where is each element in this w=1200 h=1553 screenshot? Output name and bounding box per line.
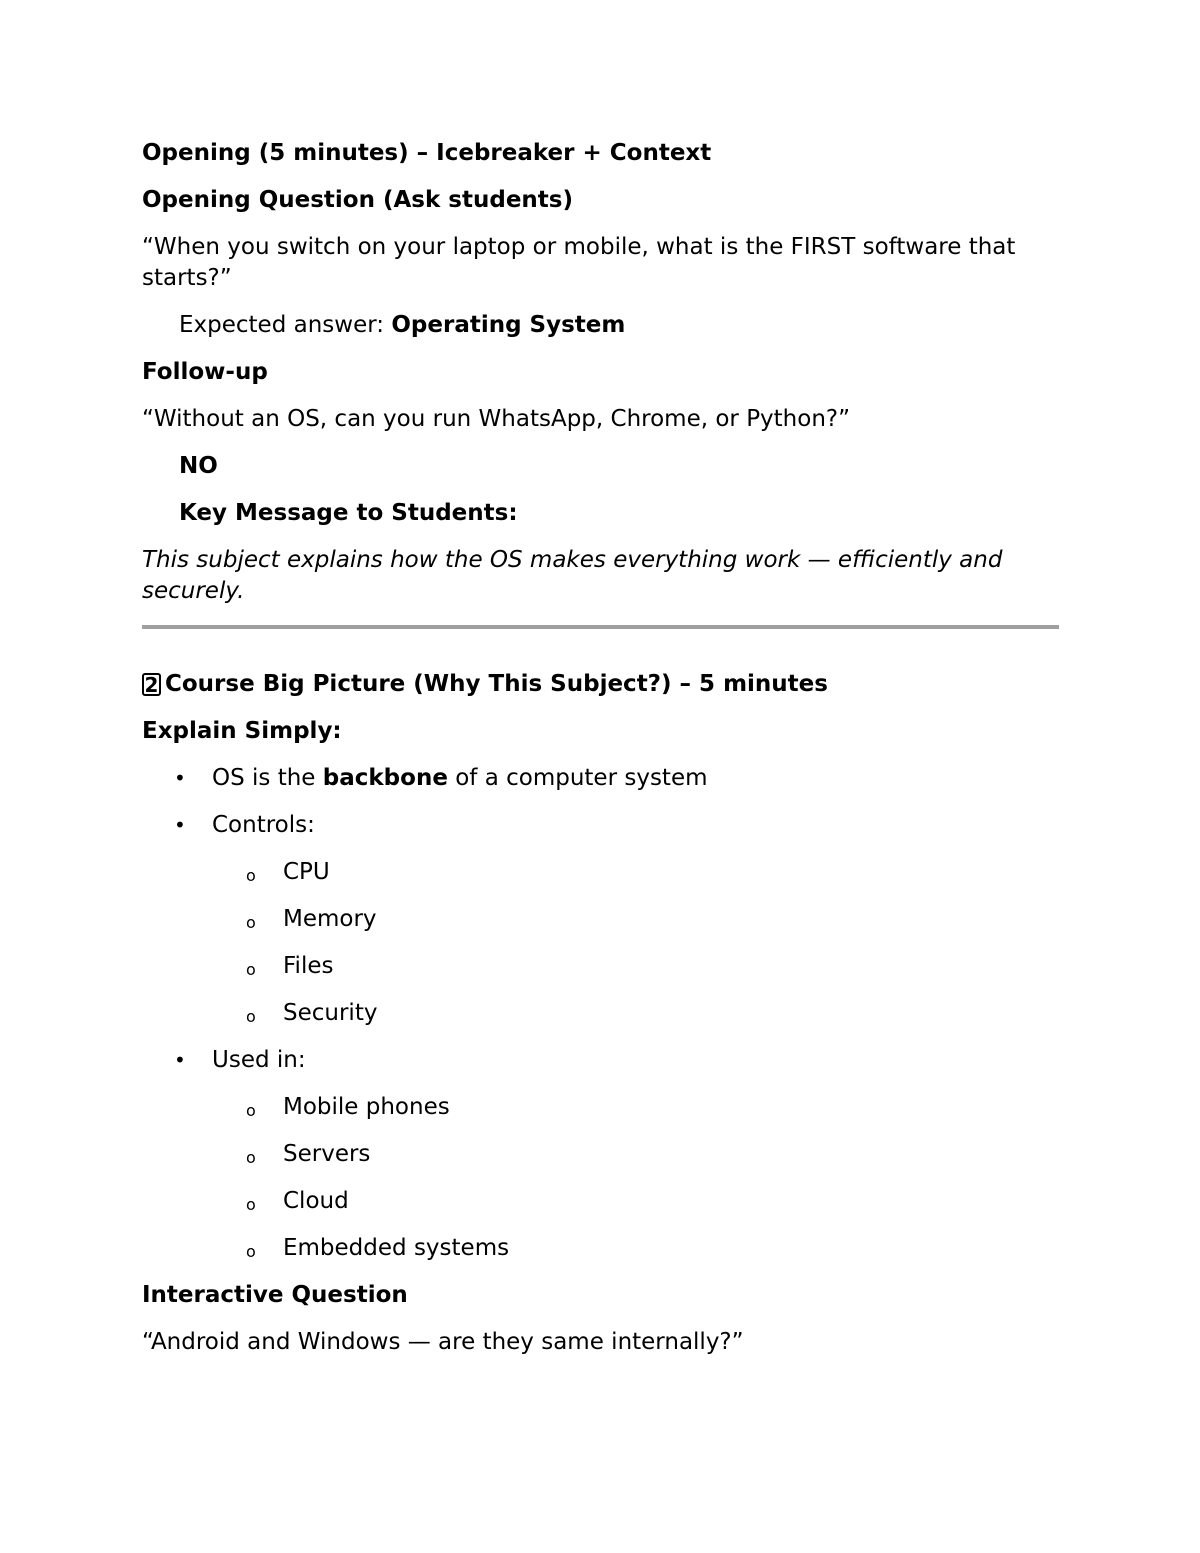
- section2-heading-line: [142, 669, 1059, 700]
- circle-bullet-icon: o: [246, 1101, 256, 1120]
- explain-heading: Explain Simply:: [142, 718, 342, 744]
- list-item: [142, 1092, 1059, 1123]
- bullet1-prefix: OS is the: [212, 765, 323, 791]
- bullet-icon: •: [174, 813, 186, 837]
- list-item: [142, 998, 1059, 1029]
- interactive-question: “Android and Windows — are they same internally?”: [142, 1329, 744, 1355]
- circle-bullet-icon: o: [246, 913, 256, 932]
- used-in-item-servers: Servers: [283, 1141, 371, 1167]
- circle-bullet-icon: o: [246, 866, 256, 885]
- bullet1-bold: backbone: [322, 765, 448, 791]
- key-message-heading: Key Message to Students:: [179, 500, 518, 526]
- list-item-controls: [142, 810, 1059, 1029]
- opening-question-heading: Opening Question (Ask students): [142, 187, 573, 213]
- bullet-icon: •: [174, 766, 186, 790]
- circle-bullet-icon: o: [246, 1007, 256, 1026]
- controls-item-cpu: CPU: [283, 859, 330, 885]
- circle-bullet-icon: o: [246, 1242, 256, 1261]
- followup-answer: NO: [179, 453, 218, 479]
- key-message: This subject explains how the OS makes everything work — efficiently and securely.: [142, 547, 1003, 604]
- list-item: [142, 1139, 1059, 1170]
- used-in-label: Used in:: [212, 1047, 306, 1073]
- controls-item-memory: Memory: [283, 906, 377, 932]
- opening-question: “When you switch on your laptop or mobile, what is the FIRST software that starts?”: [142, 234, 1016, 291]
- list-item: [142, 857, 1059, 888]
- expected-answer: Operating System: [391, 312, 626, 338]
- expected-answer-prefix: Expected answer:: [179, 312, 392, 338]
- controls-sublist: [212, 857, 1059, 1029]
- number-badge-icon: 2: [142, 673, 161, 696]
- list-item-used-in: [142, 1045, 1059, 1264]
- document-page: [142, 138, 1059, 1374]
- bullet-icon: •: [174, 1048, 186, 1072]
- bullet1-suffix: of a computer system: [447, 765, 708, 791]
- list-item: [142, 1186, 1059, 1217]
- list-item: [142, 904, 1059, 935]
- controls-label: Controls:: [212, 812, 315, 838]
- followup-heading: Follow-up: [142, 359, 268, 385]
- horizontal-divider: [142, 625, 1059, 629]
- opening-heading: Opening (5 minutes) – Icebreaker + Context: [142, 140, 712, 166]
- followup-question: “Without an OS, can you run WhatsApp, Chrome, or Python?”: [142, 406, 851, 432]
- interactive-heading: Interactive Question: [142, 1282, 408, 1308]
- list-item: [142, 1233, 1059, 1264]
- expected-answer-line: [142, 310, 1059, 341]
- controls-item-files: Files: [283, 953, 334, 979]
- controls-item-security: Security: [283, 1000, 378, 1026]
- used-in-item-mobile: Mobile phones: [283, 1094, 450, 1120]
- used-in-item-embedded: Embedded systems: [283, 1235, 510, 1261]
- list-item-backbone: [142, 763, 1059, 794]
- used-in-item-cloud: Cloud: [283, 1188, 349, 1214]
- section2-heading: Course Big Picture (Why This Subject?) – 5 minutes: [165, 671, 828, 697]
- used-in-sublist: [212, 1092, 1059, 1264]
- list-item: [142, 951, 1059, 982]
- explain-list: [142, 763, 1059, 1264]
- circle-bullet-icon: o: [246, 960, 256, 979]
- circle-bullet-icon: o: [246, 1195, 256, 1214]
- circle-bullet-icon: o: [246, 1148, 256, 1167]
